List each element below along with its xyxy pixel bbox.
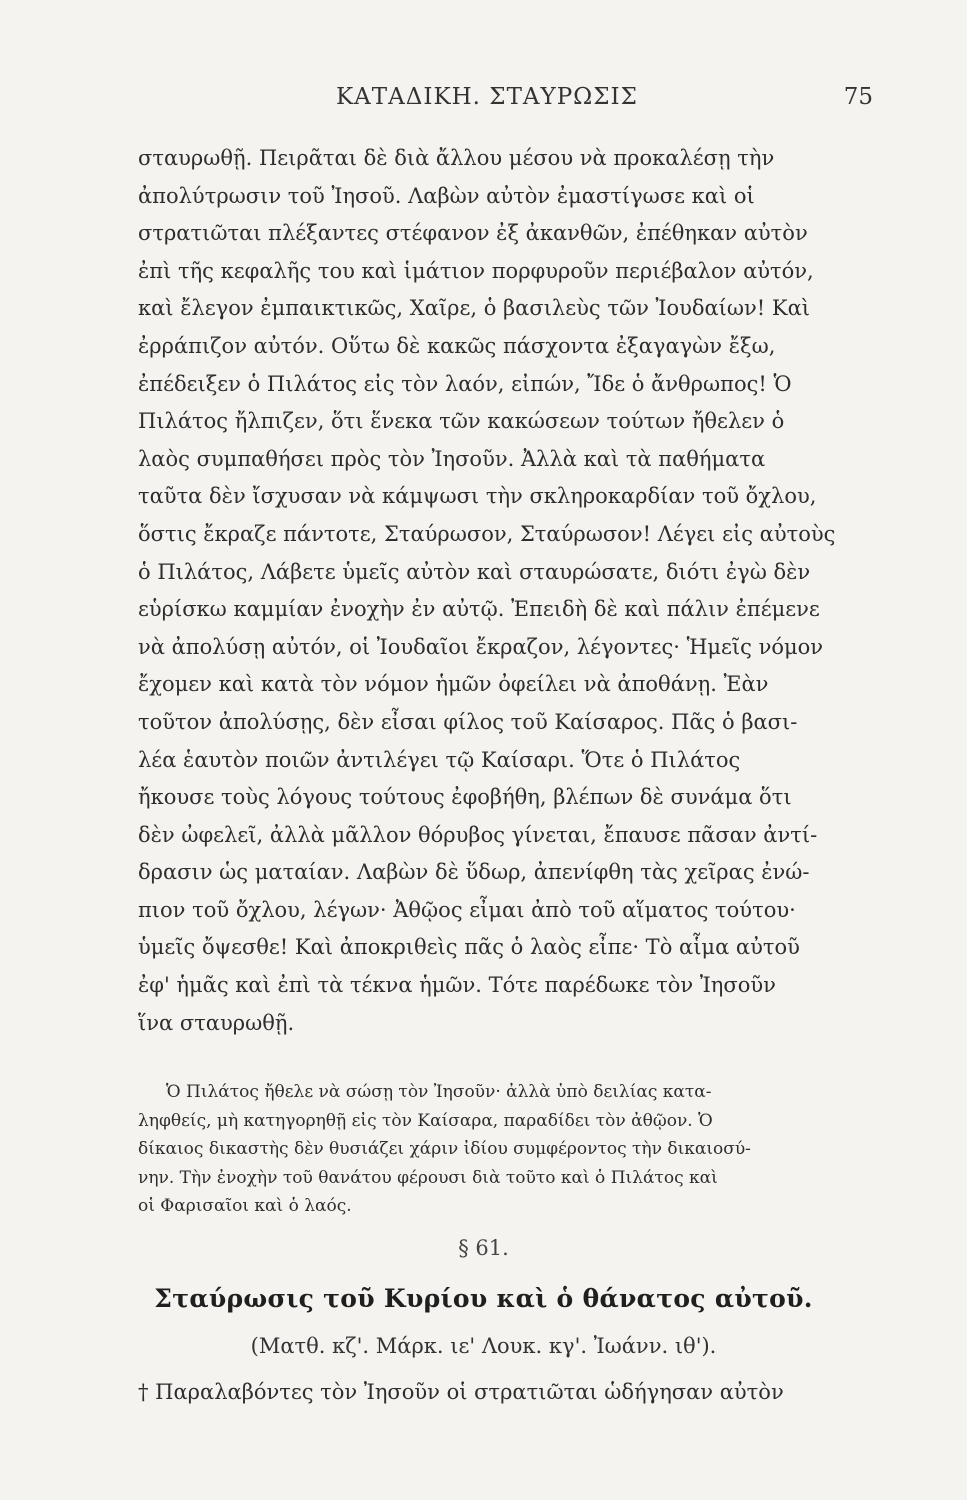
text-line: πιον τοῦ ὄχλου, λέγων· Ἀθῷος εἶμαι ἀπὸ τοῦ αἵματος τούτου· xyxy=(138,897,796,922)
text-line: ἐρράπιζον αὐτόν. Οὕτω δὲ κακῶς πάσχοντα ἐξαγαγὼν ἔξω, xyxy=(138,333,776,358)
text-line: τοῦτον ἀπολύσῃς, δὲν εἶσαι φίλος τοῦ Καίσαρος. Πᾶς ὁ βασι- xyxy=(138,709,798,734)
text-line: ἵνα σταυρωθῇ. xyxy=(138,1010,295,1035)
section-first-line: † Παραλαβόντες τὸν Ἰησοῦν οἱ στρατιῶται ὡδήγησαν αὐτὸν xyxy=(138,1380,784,1404)
gospel-references: (Ματθ. κζ'. Μάρκ. ιε' Λουκ. κγ'. Ἰωάνν. ιθ'). xyxy=(250,1334,717,1358)
text-line: στρατιῶται πλέξαντες στέφανον ἐξ ἀκανθῶν, ἐπέθηκαν αὐτὸν xyxy=(138,221,808,246)
text-line: ἤκουσε τοὺς λόγους τούτους ἐφοβήθη, βλέπων δὲ συνάμα ὅτι xyxy=(138,785,792,810)
text-line: καὶ ἔλεγον ἐμπαικτικῶς, Χαῖρε, ὁ βασιλεὺς τῶν Ἰουδαίων! Καὶ xyxy=(138,296,811,321)
section-number: § 61. xyxy=(458,1236,509,1260)
text-line: σταυρωθῇ. Πειρᾶται δὲ διὰ ἄλλου μέσου νὰ προκαλέσῃ τὴν xyxy=(138,146,775,170)
note-line: νην. Τὴν ἐνοχὴν τοῦ θανάτου φέρουσι διὰ τοῦτο καὶ ὁ Πιλάτος καὶ xyxy=(138,1167,718,1188)
note-line: Ὁ Πιλάτος ἤθελε νὰ σώσῃ τὸν Ἰησοῦν· ἀλλὰ ὑπὸ δειλίας κατα- xyxy=(166,1082,712,1102)
text-line: ἔχομεν καὶ κατὰ τὸν νόμον ἡμῶν ὀφείλει νὰ ἀποθάνῃ. Ἐὰν xyxy=(138,672,769,697)
text-line: δρασιν ὡς ματαίαν. Λαβὼν δὲ ὕδωρ, ἀπενίφθη τὰς χεῖρας ἐνώ- xyxy=(138,860,810,885)
text-line: δὲν ὠφελεῖ, ἀλλὰ μᾶλλον θόρυβος γίνεται, ἔπαυσε πᾶσαν ἀντί- xyxy=(138,822,818,847)
main-text xyxy=(138,140,873,1042)
text-line: ὑμεῖς ὄψεσθε! Καὶ ἀποκριθεὶς πᾶς ὁ λαὸς εἶπε· Τὸ αἷμα αὐτοῦ xyxy=(138,935,800,960)
note-line: οἱ Φαρισαῖοι καὶ ὁ λαός. xyxy=(138,1196,352,1216)
running-title: ΚΑΤΑΔΙΚΗ. ΣΤΑΥΡΩΣΙΣ xyxy=(336,84,638,110)
text-line: ἐφ' ἡμᾶς καὶ ἐπὶ τὰ τέκνα ἡμῶν. Τότε παρέδωκε τὸν Ἰησοῦν xyxy=(138,973,776,998)
text-line: ἐπὶ τῆς κεφαλῆς του καὶ ἱμάτιον πορφυροῦν περιέβαλον αὐτόν, xyxy=(138,258,814,283)
commentary-note xyxy=(138,1078,873,1221)
text-line: ὁ Πιλάτος, Λάβετε ὑμεῖς αὐτὸν καὶ σταυρώσατε, διότι ἐγὼ δὲν xyxy=(138,559,811,584)
page-number: 75 xyxy=(843,84,873,110)
text-line: εὑρίσκω καμμίαν ἐνοχὴν ἐν αὐτῷ. Ἐπειδὴ δὲ καὶ πάλιν ἐπέμενε xyxy=(138,597,820,622)
text-line: λαὸς συμπαθήσει πρὸς τὸν Ἰησοῦν. Ἀλλὰ καὶ τὰ παθήματα xyxy=(138,446,766,471)
note-line: ληφθείς, μὴ κατηγορηθῇ εἰς τὸν Καίσαρα, παραδίδει τὸν ἀθῷον. Ὁ xyxy=(138,1110,713,1131)
text-line: Πιλάτος ἤλπιζεν, ὅτι ἕνεκα τῶν κακώσεων τούτων ἤθελεν ὁ xyxy=(138,409,785,434)
text-line: νὰ ἀπολύσῃ αὐτόν, οἱ Ἰουδαῖοι ἔκραζον, λέγοντες· Ἡμεῖς νόμον xyxy=(138,634,824,659)
text-line: ἐπέδειξεν ὁ Πιλάτος εἰς τὸν λαόν, εἰπών, Ἴδε ὁ ἄνθρωπος! Ὁ xyxy=(138,371,792,396)
running-header xyxy=(138,84,873,120)
text-line: ὅστις ἔκραζε πάντοτε, Σταύρωσον, Σταύρωσον! Λέγει εἰς αὐτοὺς xyxy=(138,521,836,546)
section-heading: Σταύρωσις τοῦ Κυρίου καὶ ὁ θάνατος αὐτοῦ. xyxy=(154,1284,813,1313)
text-line: ἀπολύτρωσιν τοῦ Ἰησοῦ. Λαβὼν αὐτὸν ἐμαστίγωσε καὶ οἱ xyxy=(138,183,755,208)
text-line: ταῦτα δὲν ἴσχυσαν νὰ κάμψωσι τὴν σκληροκαρδίαν τοῦ ὄχλου, xyxy=(138,484,817,509)
text-line: λέα ἑαυτὸν ποιῶν ἀντιλέγει τῷ Καίσαρι. Ὅτε ὁ Πιλάτος xyxy=(138,747,741,772)
note-line: δίκαιος δικαστὴς δὲν θυσιάζει χάριν ἰδίου συμφέροντος τὴν δικαιοσύ- xyxy=(138,1139,751,1159)
